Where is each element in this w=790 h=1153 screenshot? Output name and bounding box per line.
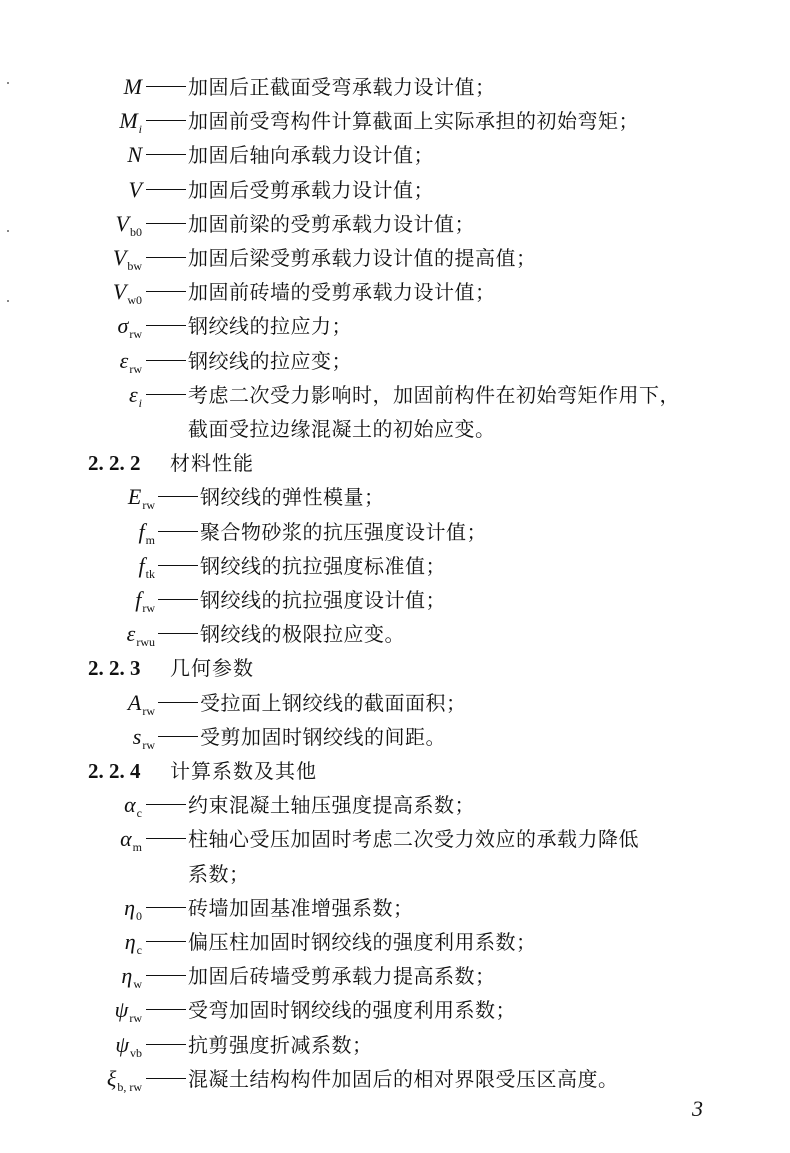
symbol-letter: V	[112, 245, 127, 270]
symbol-letter: f	[135, 587, 142, 612]
symbol	[127, 138, 142, 172]
symbol-entry	[0, 1028, 790, 1062]
symbol-subscript: rw	[142, 703, 155, 718]
symbol-description: 钢绞线的极限拉应变。	[200, 622, 405, 647]
continuation-text: 系数；	[188, 861, 250, 886]
symbol-entry	[0, 583, 790, 617]
em-dash	[146, 394, 186, 395]
symbol-description: 加固后梁受剪承载力设计值的提高值；	[188, 246, 537, 270]
symbol-letter: ξ	[106, 1065, 117, 1091]
symbol	[120, 344, 142, 378]
symbol-entry	[0, 720, 790, 754]
symbol	[124, 70, 142, 104]
symbol-letter: s	[132, 723, 142, 749]
symbol-entry	[0, 822, 790, 856]
symbol-letter: α	[124, 792, 136, 818]
symbol	[133, 720, 155, 754]
symbol-entry	[0, 617, 790, 651]
page-number: 3	[692, 1096, 703, 1121]
symbol-description: 混凝土结构构件加固后的相对界限受压区高度。	[188, 1066, 619, 1091]
symbol-entry	[0, 344, 790, 378]
symbol-description: 钢绞线的抗拉强度标准值；	[200, 553, 446, 578]
symbol	[116, 207, 142, 241]
symbol	[113, 275, 142, 309]
symbol-subscript: c	[136, 806, 142, 821]
section-number: 2. 2. 2	[88, 451, 141, 476]
symbol-entry	[0, 1062, 790, 1096]
symbol-subscript: i	[138, 395, 142, 410]
symbol-description: 加固前砖墙的受剪承载力设计值；	[188, 280, 496, 305]
symbol-letter: η	[124, 929, 136, 954]
section-heading	[0, 446, 790, 480]
symbol-letter: V	[112, 279, 127, 305]
symbol	[125, 925, 142, 959]
symbol-subscript: rw	[129, 1011, 142, 1026]
symbol-subscript: rw	[142, 498, 155, 513]
symbol-entry	[0, 788, 790, 822]
section-number: 2. 2. 3	[88, 656, 141, 681]
symbol-subscript: w0	[127, 293, 142, 308]
symbol	[127, 617, 155, 651]
symbol-letter: M	[123, 74, 142, 99]
symbol-letter: f	[138, 518, 145, 544]
symbol-entry	[0, 309, 790, 343]
symbol-subscript: m	[132, 840, 142, 855]
em-dash	[158, 599, 198, 600]
symbol-description: 考虑二次受力影响时，加固前构件在初始弯矩作用下，	[188, 382, 680, 407]
symbol-entry	[0, 275, 790, 309]
em-dash	[146, 1044, 186, 1045]
symbol-subscript: rw	[129, 327, 142, 342]
symbol-entry	[0, 515, 790, 549]
symbol-subscript: w	[133, 977, 142, 992]
em-dash	[146, 257, 186, 258]
section-heading	[0, 651, 790, 685]
symbol-letter: η	[121, 963, 133, 989]
symbol	[120, 822, 142, 856]
symbol	[128, 686, 155, 720]
symbol-subscript: m	[145, 532, 155, 547]
symbol	[121, 959, 142, 993]
symbol-entry	[0, 686, 790, 720]
symbol-subscript: vb	[130, 1045, 142, 1060]
symbol-description: 偏压柱加固时钢绞线的强度利用系数；	[188, 930, 537, 954]
symbol-description: 加固后正截面受弯承载力设计值；	[188, 75, 496, 99]
em-dash	[146, 941, 186, 942]
symbol	[124, 891, 142, 925]
symbol-description: 加固前受弯构件计算截面上实际承担的初始弯矩；	[188, 109, 639, 134]
em-dash	[146, 804, 186, 805]
symbol-description: 加固前梁的受剪承载力设计值；	[188, 211, 475, 236]
section-number: 2. 2. 4	[88, 759, 141, 783]
em-dash	[146, 189, 186, 190]
symbol-subscript: rw	[129, 361, 142, 376]
symbol-description: 约束混凝土轴压强度提高系数；	[188, 793, 475, 818]
symbol-subscript: rw	[142, 601, 155, 615]
section-title: 几何参数	[170, 656, 254, 681]
section-heading	[0, 754, 790, 788]
symbol-description: 抗剪强度折减系数；	[188, 1032, 373, 1057]
em-dash	[146, 975, 186, 976]
symbol-entry	[0, 925, 790, 959]
symbol-subscript: rw	[142, 737, 155, 752]
symbol-description: 加固后轴向承载力设计值；	[188, 143, 434, 168]
symbol-letter: E	[127, 484, 142, 510]
symbol-entry	[0, 173, 790, 207]
symbol-description: 受剪加固时钢绞线的间距。	[200, 724, 446, 749]
symbol	[115, 993, 142, 1027]
symbol-subscript: c	[136, 943, 142, 957]
description-continuation	[0, 857, 790, 891]
symbol	[117, 309, 142, 343]
symbol	[119, 104, 142, 138]
em-dash	[146, 325, 186, 326]
symbol-description: 柱轴心受压加固时考虑二次受力效应的承载力降低	[188, 827, 639, 852]
symbol-letter: V	[115, 210, 129, 236]
em-dash	[158, 702, 198, 703]
em-dash	[146, 154, 186, 155]
em-dash	[146, 86, 186, 87]
symbol-description: 加固后砖墙受剪承载力提高系数；	[188, 964, 496, 989]
symbol-entry	[0, 549, 790, 583]
symbol-entry	[0, 378, 790, 412]
symbol-description: 钢绞线的拉应变；	[188, 348, 352, 373]
symbol	[115, 1028, 142, 1062]
symbol-description: 钢绞线的弹性模量；	[200, 485, 385, 510]
symbol-description: 钢绞线的拉应力；	[188, 314, 352, 339]
symbol-letter: V	[128, 176, 142, 202]
symbol-entry	[0, 480, 790, 514]
symbol-subscript: 0	[136, 908, 142, 923]
section-title: 材料性能	[170, 451, 254, 476]
em-dash	[146, 291, 186, 292]
em-dash	[146, 838, 186, 839]
symbol-entry	[0, 891, 790, 925]
symbol-letter: A	[127, 689, 142, 715]
em-dash	[146, 907, 186, 908]
symbol-letter: ε	[128, 381, 138, 407]
symbol-entry	[0, 104, 790, 138]
em-dash	[146, 1078, 186, 1079]
symbol	[128, 480, 155, 514]
em-dash	[158, 633, 198, 634]
symbol-letter: f	[138, 552, 145, 578]
symbol-entry	[0, 207, 790, 241]
symbol-letter: α	[120, 826, 132, 852]
em-dash	[158, 736, 198, 737]
em-dash	[146, 120, 186, 121]
symbol-letter: η	[124, 894, 135, 920]
symbol-subscript: rwu	[136, 635, 155, 650]
symbol-subscript: bw	[127, 259, 142, 273]
symbol-subscript: b, rw	[117, 1079, 142, 1094]
symbol-letter: M	[119, 108, 138, 134]
em-dash	[146, 360, 186, 361]
symbol-entry	[0, 241, 790, 275]
symbol-description: 钢绞线的抗拉强度设计值；	[200, 588, 446, 612]
em-dash	[146, 223, 186, 224]
symbol	[124, 788, 142, 822]
symbol-letter: ε	[119, 347, 129, 373]
symbol-description: 受弯加固时钢绞线的强度利用系数；	[188, 998, 516, 1023]
symbol-subscript: tk	[145, 566, 155, 581]
symbol-description: 聚合物砂浆的抗压强度设计值；	[200, 519, 487, 544]
symbol-description: 加固后受剪承载力设计值；	[188, 177, 434, 202]
symbol-entry	[0, 138, 790, 172]
symbol	[107, 1062, 142, 1096]
symbol	[113, 241, 142, 275]
symbol	[139, 515, 155, 549]
em-dash	[158, 565, 198, 566]
symbol-description: 砖墙加固基准增强系数；	[188, 895, 414, 920]
symbol	[139, 549, 155, 583]
continuation-text: 截面受拉边缘混凝土的初始应变。	[188, 417, 496, 441]
description-continuation	[0, 412, 790, 446]
symbol	[129, 173, 142, 207]
symbol-letter: ψ	[115, 1031, 129, 1057]
symbol-letter: N	[127, 142, 142, 168]
em-dash	[146, 1009, 186, 1010]
symbol-letter: ε	[126, 621, 136, 647]
symbol-entry	[0, 959, 790, 993]
symbol-entry	[0, 70, 790, 104]
symbol-description: 受拉面上钢绞线的截面面积；	[200, 690, 467, 715]
symbol-entry	[0, 993, 790, 1027]
section-title: 计算系数及其他	[170, 759, 317, 783]
symbol	[135, 583, 155, 617]
symbol-subscript: b0	[130, 224, 142, 239]
symbol-letter: ψ	[114, 997, 129, 1023]
symbol-letter: σ	[117, 313, 129, 339]
symbol-subscript: i	[138, 122, 142, 137]
symbol	[129, 378, 142, 412]
em-dash	[158, 531, 198, 532]
em-dash	[158, 496, 198, 497]
